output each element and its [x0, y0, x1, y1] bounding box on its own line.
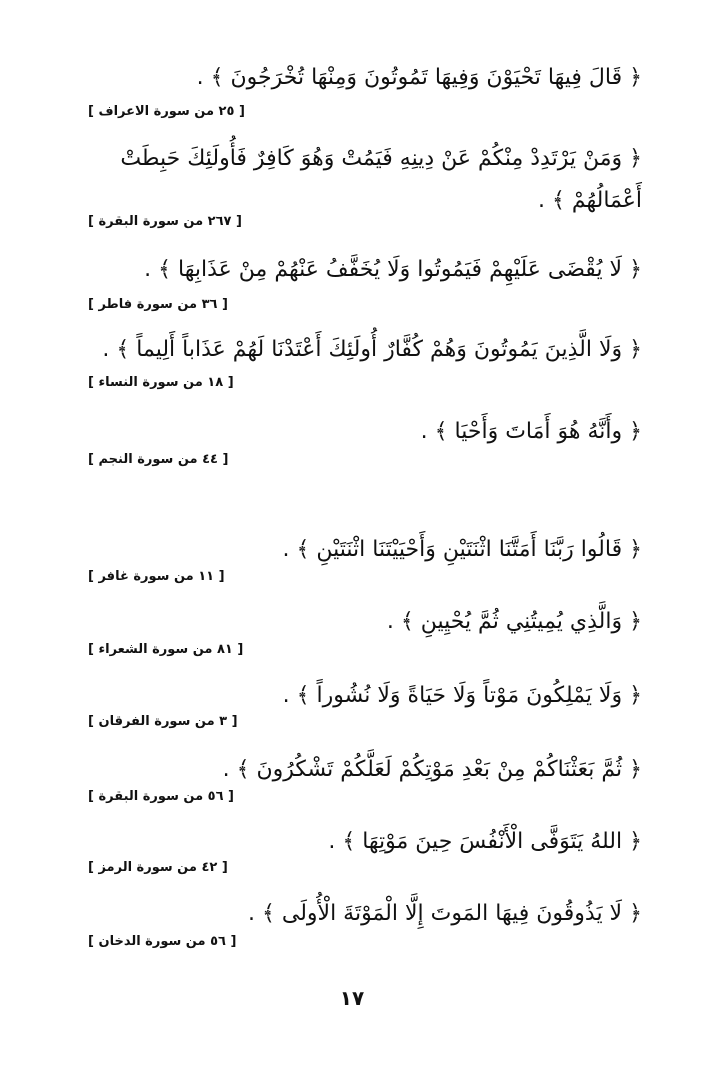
verse-reference: [ ٢٦٧ من سورة البقرة ] [88, 214, 242, 229]
verse-reference: [ ١١ من سورة غافر ] [88, 569, 225, 584]
verse-text: ﴿ ثُمَّ بَعَثْنَاكُمْ مِنْ بَعْدِ مَوْتِكُمْ لَعَلَّكُمْ تَشْكُرُونَ ﴾ . [222, 757, 642, 782]
page-number: ١٧ [339, 986, 365, 1010]
verse-text: ﴿ لَا يَذُوقُونَ فِيهَا المَوتَ إِلَّا الْمَوْتَةَ الْأُولَى ﴾ . [247, 901, 642, 926]
verse-text: ﴿ قَالُوا رَبَّنَا أَمَتَّنَا اثْنَتَيْنِ وَأَحْيَيْتَنَا اثْنَتَيْنِ ﴾ . [282, 537, 642, 562]
verse-text: ﴿ قَالَ فِيهَا تَحْيَوْنَ وَفِيهَا تَمُوتُونَ وَمِنْهَا تُخْرَجُونَ ﴾ . [196, 65, 642, 90]
verse-reference: [ ٣ من سورة الفرقان ] [88, 714, 238, 729]
verse-reference: [ ٣٦ من سورة فاطر ] [88, 297, 228, 312]
verse-text: ﴿ وأَنَّهُ هُوَ أَمَاتَ وَأَحْيَا ﴾ . [420, 419, 642, 444]
verse-reference: [ ٤٢ من سورة الرمز ] [88, 860, 228, 875]
verse-reference: [ ٥٦ من سورة البقرة ] [88, 789, 234, 804]
verse-reference: [ ٢٥ من سورة الاعراف ] [88, 104, 245, 119]
verse-reference: [ ٥٦ من سورة الدخان ] [88, 934, 237, 949]
verse-text: ﴿ اللهُ يَتَوَفَّى الْأَنْفُسَ حِينَ مَوْتِهَا ﴾ . [328, 829, 642, 854]
verse-text: ﴿ وَمَنْ يَرْتَدِدْ مِنْكُمْ عَنْ دِينِهِ فَيَمُتْ وَهُوَ كَافِرٌ فَأُولَئِكَ حَبِطَتْ أَعْمَالُهُمْ ﴾ . [120, 146, 642, 213]
verse-text: ﴿ لَا يُقْضَى عَلَيْهِمْ فَيَمُوتُوا وَلَا يُخَفَّفُ عَنْهُمْ مِنْ عَذَابِهَا ﴾ . [144, 257, 642, 282]
verse-text: ﴿ وَالَّذِي يُمِيتُنِي ثُمَّ يُحْيِينِ ﴾ . [386, 609, 642, 634]
verse-reference: [ ١٨ من سورة النساء ] [88, 375, 234, 390]
verse-reference: [ ٤٤ من سورة النجم ] [88, 452, 229, 467]
verse-text: ﴿ وَلَا يَمْلِكُونَ مَوْتاً وَلَا حَيَاةً وَلَا نُشُوراً ﴾ . [282, 683, 642, 708]
verse-text: ﴿ وَلَا الَّذِينَ يَمُوتُونَ وَهُمْ كُفَّارٌ أُولَئِكَ أَعْتَدْنَا لَهُمْ عَذَاباً أَلِيماً ﴾ . [102, 337, 642, 362]
verse-reference: [ ٨١ من سورة الشعراء ] [88, 642, 244, 657]
